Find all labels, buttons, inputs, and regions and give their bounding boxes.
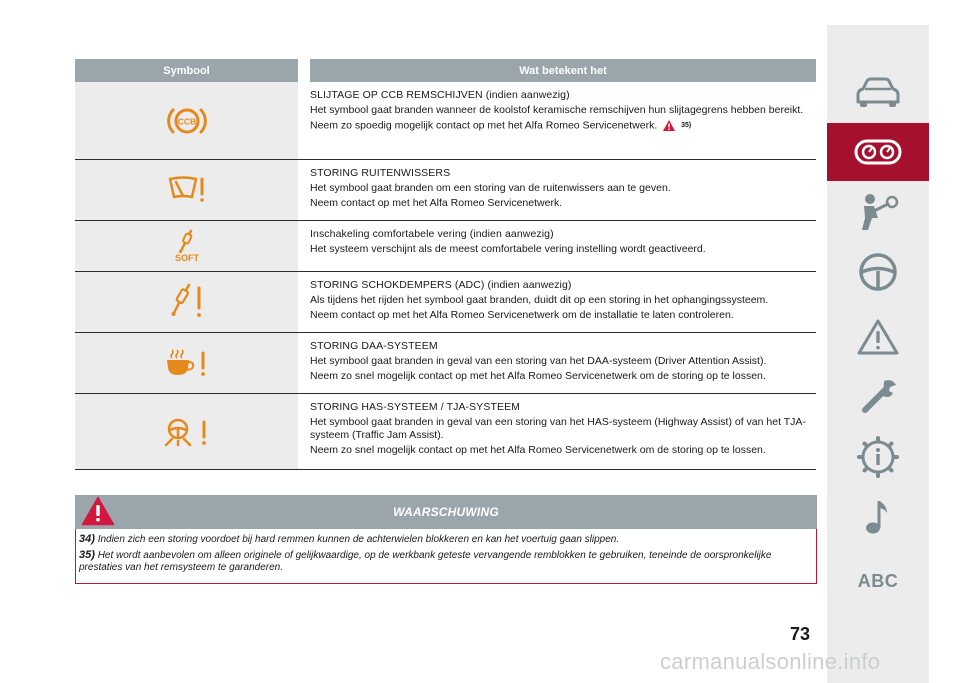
row-title: SLIJTAGE OP CCB REMSCHIJVEN (indien aanwezig) (310, 89, 570, 101)
footnote (79, 533, 813, 546)
symbol-cell (75, 333, 298, 393)
warning-lights-table (75, 59, 816, 470)
warning-body (75, 529, 817, 584)
row-text: Als tijdens het rijden het symbool gaat branden, duidt dit op een storing in het ophangingssysteem. (310, 294, 769, 306)
footnote-ref[interactable]: 35) (681, 122, 692, 129)
meaning-cell (310, 160, 816, 220)
header-meaning: Wat betekent het (310, 59, 816, 82)
daa-coffee-cup-icon (163, 348, 211, 378)
table-row (75, 394, 816, 470)
row-title: STORING HAS-SYSTEEM / TJA-SYSTEEM (310, 401, 521, 413)
wrench-icon (856, 375, 900, 419)
warning-triangle-icon (81, 496, 115, 526)
row-text: Neem zo snel mogelijk contact op met het Alfa Romeo Servicenetwerk om de storing op te lossen. (310, 444, 766, 456)
wiper-failure-icon (167, 175, 207, 205)
steering-wheel-icon (857, 251, 899, 293)
sidebar-item-car[interactable] (827, 63, 929, 121)
svg-text:SOFT: SOFT (174, 253, 199, 263)
dashboard-gauges-icon (853, 137, 903, 167)
table-row (75, 333, 816, 394)
row-text: Het symbool gaat branden in geval van een storing van het DAA-systeem (Driver Attention Assist). (310, 355, 767, 367)
sidebar-item-driving[interactable] (827, 243, 929, 301)
row-text: Neem zo snel mogelijk contact op met het Alfa Romeo Servicenetwerk om de storing op te lossen. (310, 370, 766, 382)
warning-triangle-icon (856, 318, 900, 356)
sidebar-item-safety[interactable] (827, 183, 929, 241)
sidebar-item-technical-data[interactable] (827, 428, 929, 486)
chapter-sidebar (827, 25, 929, 683)
shock-absorber-failure-icon (167, 283, 207, 321)
meaning-cell (310, 82, 816, 159)
airbag-person-icon (854, 192, 902, 232)
footnote-text: Het wordt aanbevolen om alleen originele of gelijkwaardige, op de werkbank geteste vervangende remblokken te gebruiken, teneinde de oorspronkelijke prestaties van het remsysteem te garanderen. (79, 550, 772, 573)
ccb-brake-icon (167, 105, 207, 137)
footnote-number: 35) (79, 549, 95, 561)
row-text: Het symbool gaat branden wanneer de koolstof keramische remschijven hun slijtagegrens hebben bereikt. (310, 104, 804, 116)
music-note-icon (863, 497, 893, 537)
row-text: Het systeem verschijnt als de meest comfortabele vering instelling wordt geactiveerd. (310, 243, 706, 255)
footnote-text: Indien zich een storing voordoet bij hard remmen kunnen de achterwielen blokkeren en kan het voertuig gaan slippen. (97, 534, 620, 545)
car-icon (854, 75, 902, 109)
row-text: Neem contact op met het Alfa Romeo Servicenetwerk. (310, 197, 563, 209)
sidebar-item-index[interactable] (827, 552, 929, 610)
symbol-cell (75, 394, 298, 469)
table-row (75, 82, 816, 160)
footnote (79, 549, 813, 574)
row-title: STORING SCHOKDEMPERS (ADC) (indien aanwezig) (310, 279, 572, 291)
sidebar-item-dashboard[interactable] (827, 123, 929, 181)
header-symbol: Symbool (75, 59, 298, 82)
sidebar-item-maintenance[interactable] (827, 368, 929, 426)
page-number: 73 (790, 624, 811, 644)
symbol-cell (75, 82, 298, 159)
technical-data-gear-icon (856, 435, 900, 479)
row-title: Inschakeling comfortabele vering (indien aanwezig) (310, 228, 554, 240)
sidebar-item-emergency[interactable] (827, 308, 929, 366)
soft-suspension-icon (167, 229, 207, 263)
warning-header (75, 495, 817, 529)
symbol-cell (75, 272, 298, 332)
row-text: Neem zo spoedig mogelijk contact op met het Alfa Romeo Servicenetwerk. 35) (310, 119, 692, 132)
table-header (75, 59, 816, 82)
footnote-number: 34) (79, 533, 95, 545)
row-text: Het symbool gaat branden in geval van een storing van het HAS-systeem (Highway Assist) of van het TJA-systeem (Traffic Jam Assist). (310, 416, 806, 441)
symbol-cell (75, 221, 298, 271)
row-text: Het symbool gaat branden om een storing van de ruitenwissers aan te geven. (310, 182, 671, 194)
meaning-cell (310, 333, 816, 393)
sidebar-item-multimedia[interactable] (827, 488, 929, 546)
row-title: STORING DAA-SYSTEEM (310, 340, 438, 352)
row-title: STORING RUITENWISSERS (310, 167, 451, 179)
warning-triangle-icon (662, 119, 676, 132)
meaning-cell (310, 394, 816, 469)
table-row (75, 221, 816, 272)
table-row (75, 160, 816, 221)
meaning-cell (310, 272, 816, 332)
index-label: ABC (857, 570, 899, 591)
symbol-cell (75, 160, 298, 220)
watermark: carmanualsonline.info (660, 649, 881, 674)
warning-box (75, 495, 817, 584)
table-row (75, 272, 816, 333)
meaning-cell (310, 221, 816, 271)
warning-title: WAARSCHUWING (393, 505, 499, 519)
svg-text:CCB: CCB (177, 116, 196, 126)
row-text: Neem contact op met het Alfa Romeo Servicenetwerk om de installatie te laten controleren. (310, 309, 734, 321)
has-tja-steering-icon (162, 417, 212, 447)
